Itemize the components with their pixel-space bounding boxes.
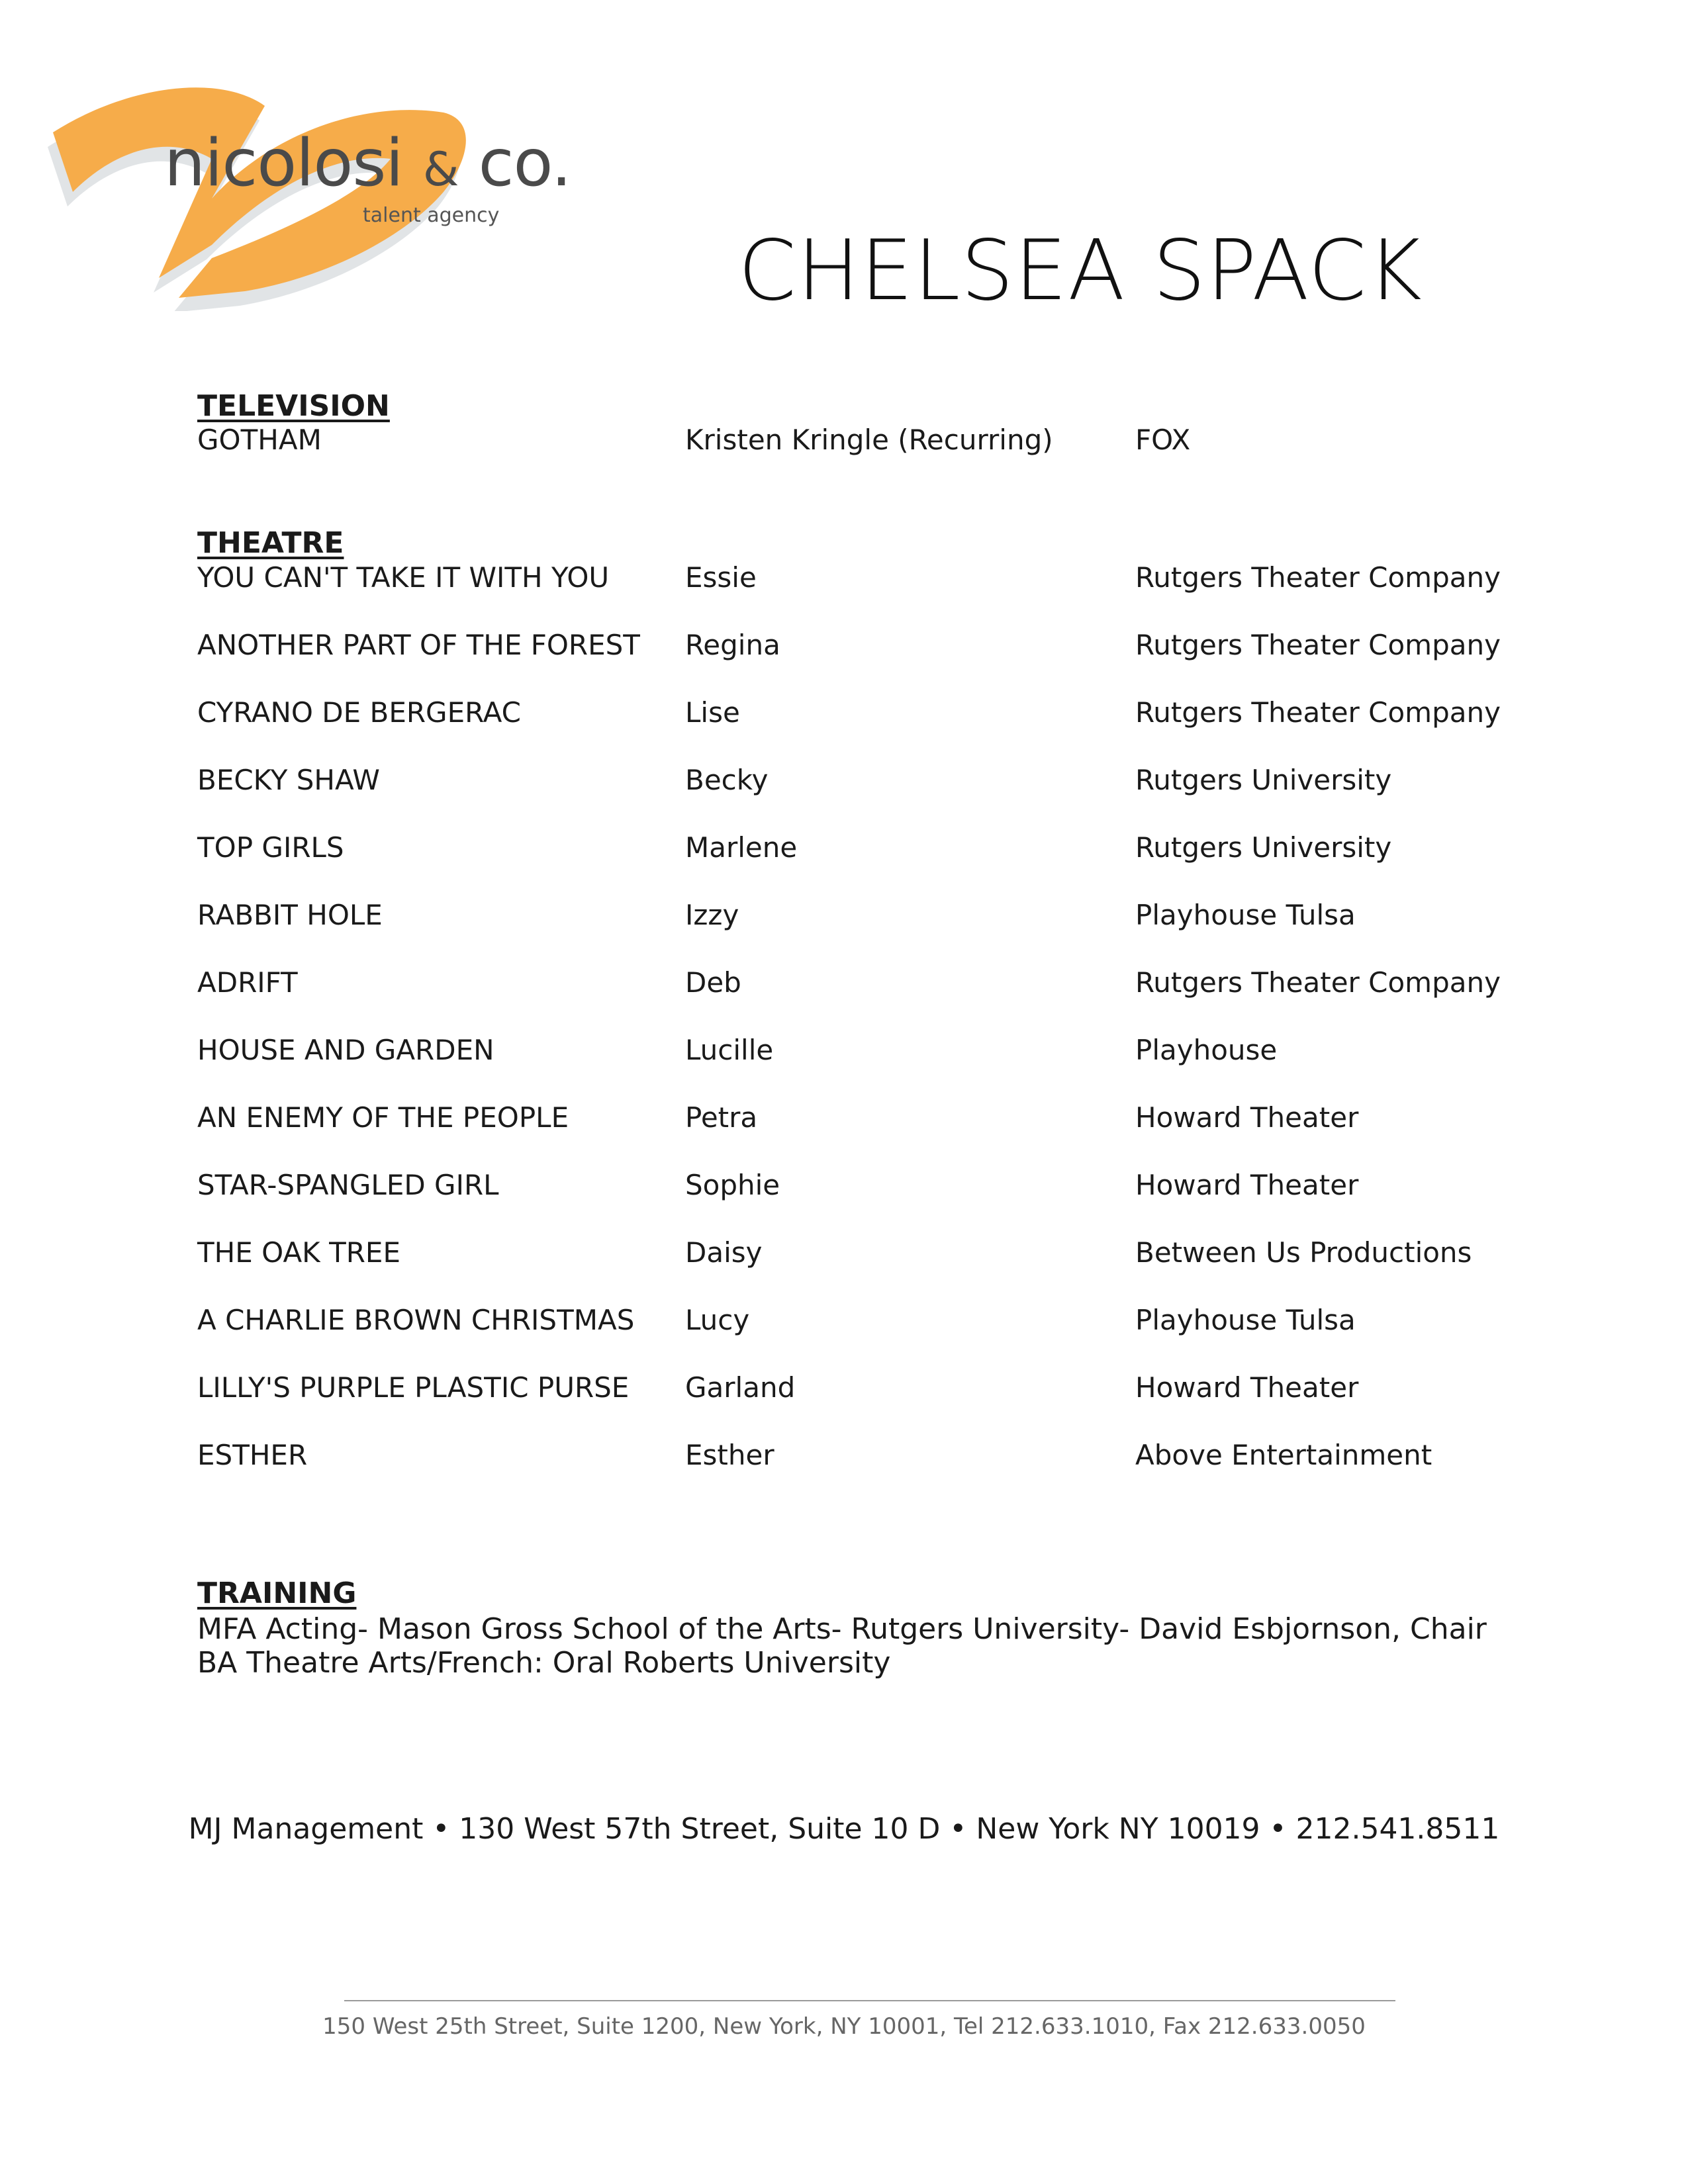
credit-title: CYRANO DE BERGERAC <box>197 696 521 729</box>
agency-name <box>164 126 571 201</box>
credit-role: Petra <box>685 1101 758 1134</box>
credit-venue: Above Entertainment <box>1135 1439 1432 1471</box>
credit-venue: Between Us Productions <box>1135 1236 1472 1269</box>
credit-role: Marlene <box>685 831 798 864</box>
credit-title: HOUSE AND GARDEN <box>197 1034 494 1066</box>
credit-venue: Playhouse Tulsa <box>1135 1304 1356 1336</box>
credit-role: Deb <box>685 966 741 999</box>
credit-title: ESTHER <box>197 1439 308 1471</box>
credit-venue: Rutgers University <box>1135 764 1392 796</box>
management-contact: MJ Management • 130 West 57th Street, Suite 10 D • New York NY 10019 • 212.541.8511 <box>188 1812 1500 1846</box>
credit-role: Becky <box>685 764 769 796</box>
credit-venue: Howard Theater <box>1135 1169 1359 1201</box>
credit-role: Daisy <box>685 1236 763 1269</box>
credit-title: AN ENEMY OF THE PEOPLE <box>197 1101 569 1134</box>
credit-role: Izzy <box>685 899 739 931</box>
credit-title: ANOTHER PART OF THE FOREST <box>197 629 640 661</box>
television-heading: TELEVISION <box>197 389 390 423</box>
credit-role: Lise <box>685 696 740 729</box>
credit-venue: Rutgers Theater Company <box>1135 561 1501 594</box>
theatre-heading: THEATRE <box>197 526 344 560</box>
credit-role: Lucy <box>685 1304 750 1336</box>
actor-name: CHELSEA SPACK <box>738 222 1423 319</box>
credit-title: THE OAK TREE <box>197 1236 400 1269</box>
credit-role: Esther <box>685 1439 774 1471</box>
credit-role: Lucille <box>685 1034 774 1066</box>
training-heading: TRAINING <box>197 1576 357 1610</box>
credit-title: STAR-SPANGLED GIRL <box>197 1169 499 1201</box>
agency-ampersand: & <box>422 142 459 197</box>
credit-venue: FOX <box>1135 424 1191 456</box>
credit-venue: Rutgers Theater Company <box>1135 629 1501 661</box>
credit-venue: Rutgers University <box>1135 831 1392 864</box>
credit-venue: Playhouse Tulsa <box>1135 899 1356 931</box>
agency-name-text: nicolosi <box>164 126 403 201</box>
credit-role: Garland <box>685 1371 796 1404</box>
credit-venue: Rutgers Theater Company <box>1135 966 1501 999</box>
agency-co: co. <box>478 126 571 201</box>
training-line: BA Theatre Arts/French: Oral Roberts University <box>197 1646 891 1680</box>
credit-venue: Howard Theater <box>1135 1101 1359 1134</box>
footer-divider <box>344 2000 1395 2001</box>
credit-role: Essie <box>685 561 757 594</box>
credit-role: Sophie <box>685 1169 780 1201</box>
credit-venue: Rutgers Theater Company <box>1135 696 1501 729</box>
credit-title: LILLY'S PURPLE PLASTIC PURSE <box>197 1371 630 1404</box>
credit-title: A CHARLIE BROWN CHRISTMAS <box>197 1304 635 1336</box>
credit-venue: Howard Theater <box>1135 1371 1359 1404</box>
credit-title: ADRIFT <box>197 966 298 999</box>
credit-title: BECKY SHAW <box>197 764 380 796</box>
credit-title: YOU CAN'T TAKE IT WITH YOU <box>197 561 610 594</box>
credit-venue: Playhouse <box>1135 1034 1278 1066</box>
training-line: MFA Acting- Mason Gross School of the Arts- Rutgers University- David Esbjornson, Chair <box>197 1612 1487 1646</box>
agency-subtitle: talent agency <box>363 204 500 227</box>
credit-title: GOTHAM <box>197 424 322 456</box>
credit-title: RABBIT HOLE <box>197 899 383 931</box>
credit-title: TOP GIRLS <box>197 831 344 864</box>
credit-role: Kristen Kringle (Recurring) <box>685 424 1053 456</box>
footer-address: 150 West 25th Street, Suite 1200, New York, NY 10001, Tel 212.633.1010, Fax 212.633.0050 <box>322 2013 1366 2040</box>
credit-role: Regina <box>685 629 780 661</box>
